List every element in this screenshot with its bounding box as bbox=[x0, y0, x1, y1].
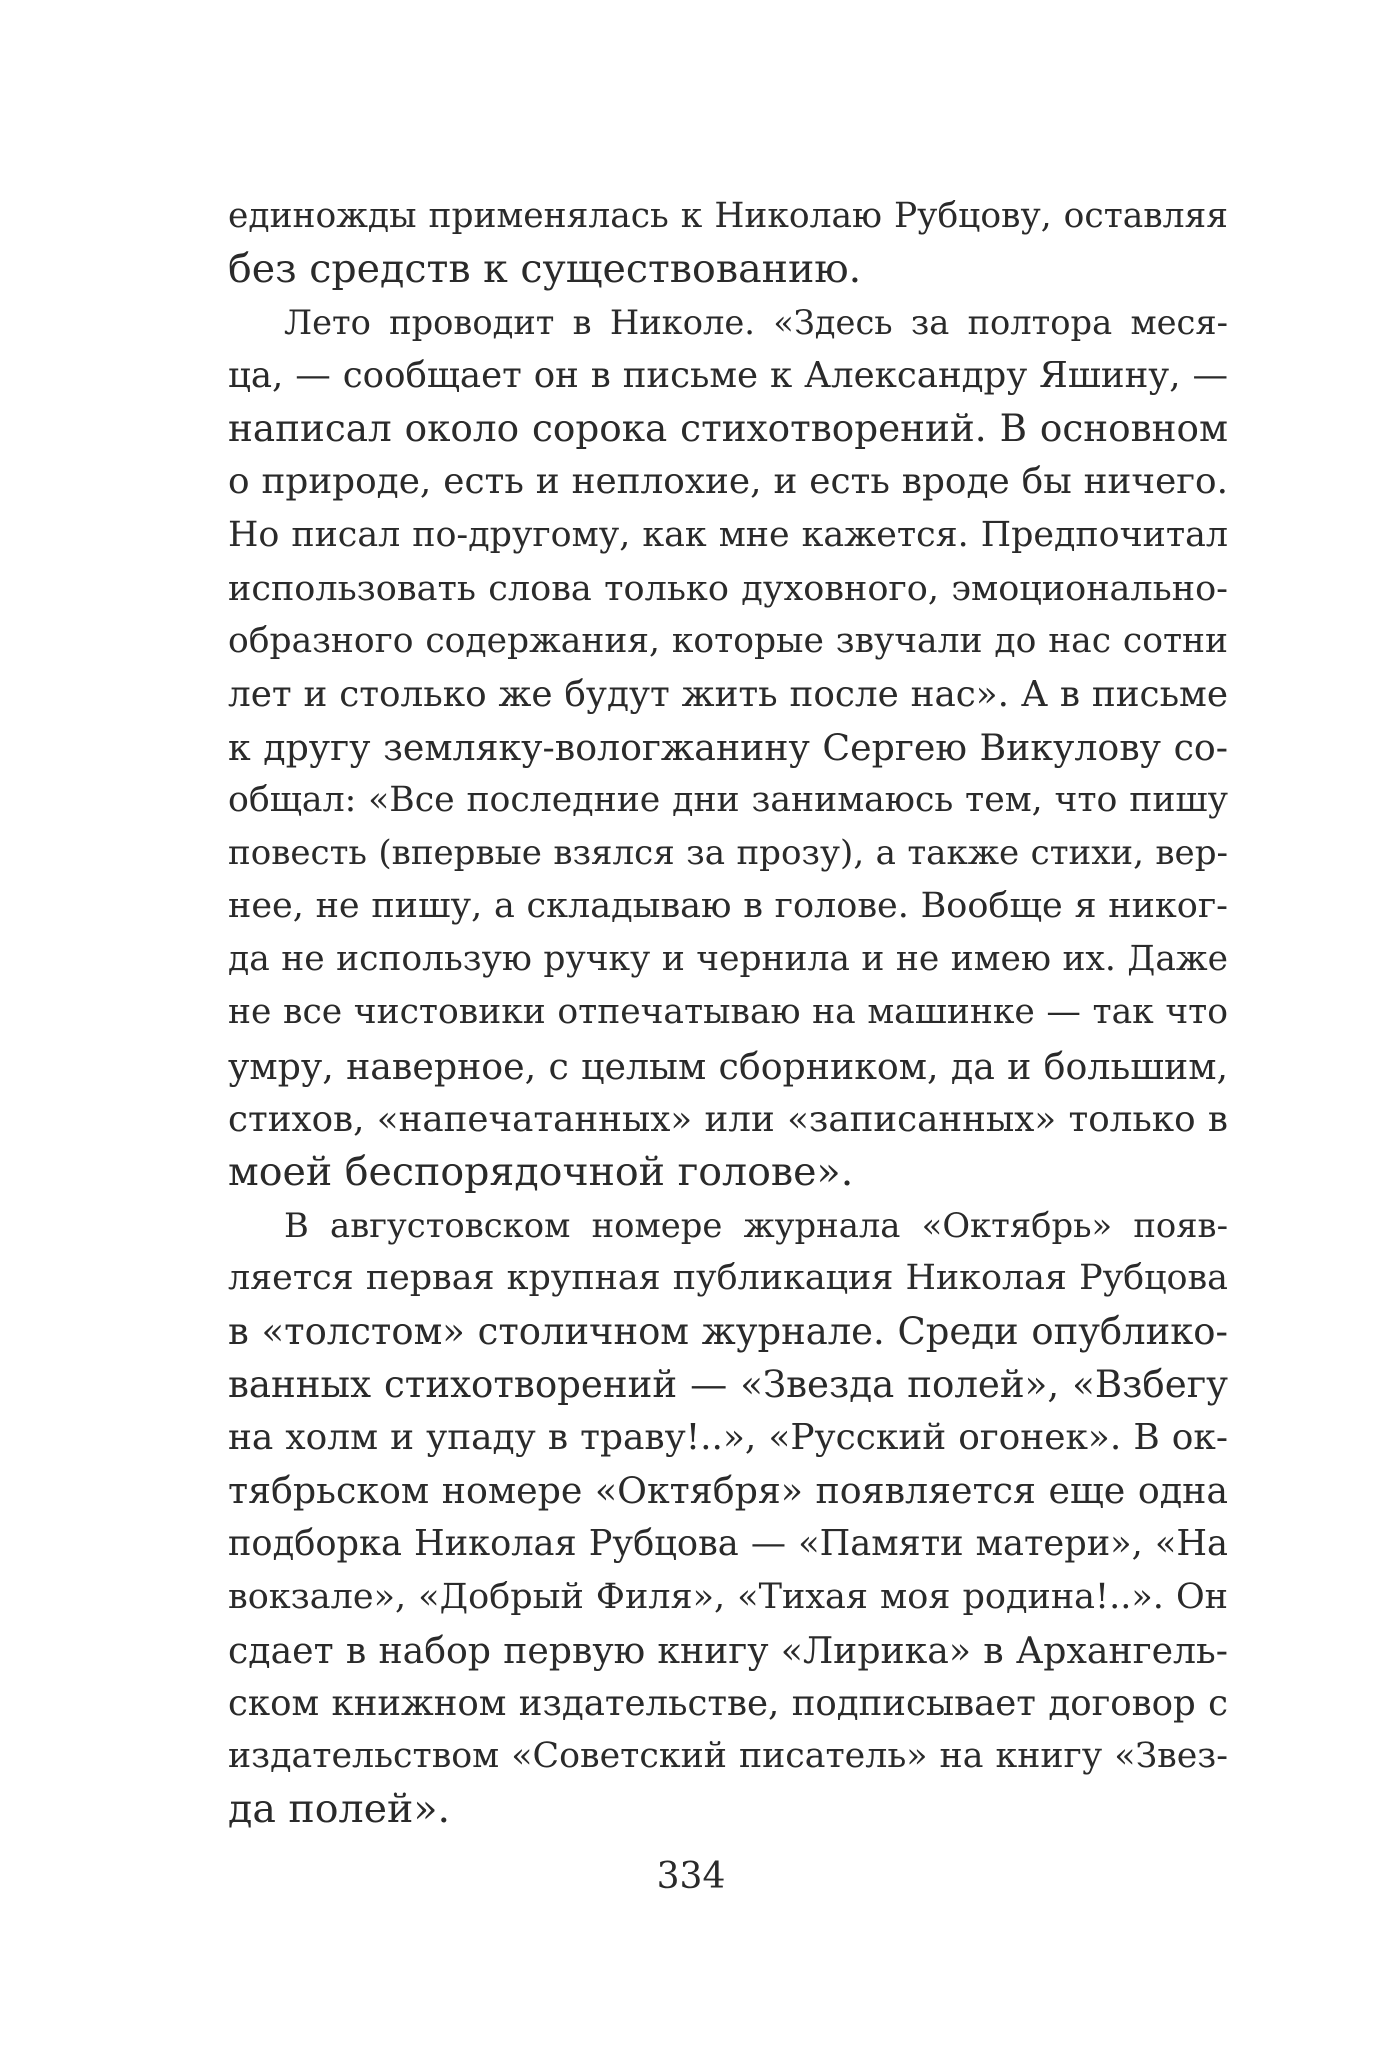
body-text bbox=[228, 190, 1228, 1836]
page-number: 334 bbox=[656, 1856, 726, 1897]
paragraph bbox=[228, 190, 1228, 296]
text-line: стихов, «напечатанных» или «записанных» только в bbox=[228, 1098, 1228, 1140]
text-line: без средств к существованию. bbox=[228, 246, 862, 293]
text-line: ском книжном издательстве, подписывает договор с bbox=[228, 1682, 1228, 1724]
text-line: вокзале», «Добрый Филя», «Тихая моя родина!..». Он bbox=[228, 1576, 1228, 1618]
text-line: не все чистовики отпечатываю на машинке — так что bbox=[228, 992, 1228, 1033]
paragraph bbox=[228, 296, 1228, 1199]
text-line: моей беспорядочной голове». bbox=[228, 1148, 854, 1195]
text-line: использовать слова только духовного, эмоционально- bbox=[228, 567, 1228, 609]
text-line: повесть (впервые взялся за прозу), а также стихи, вер- bbox=[228, 833, 1228, 874]
text-line: Но писал по-другому, как мне кажется. Предпочитал bbox=[228, 514, 1228, 555]
text-line: ванных стихотворений — «Звезда полей», «Взбегу bbox=[228, 1363, 1228, 1407]
text-line: нее, не пишу, а складываю в голове. Вообще я никог- bbox=[228, 886, 1228, 927]
text-line: к другу земляку-вологжанину Сергею Викулову со- bbox=[228, 725, 1228, 769]
text-line: лет и столько же будут жить после нас». А в письме bbox=[228, 673, 1228, 715]
text-line: умру, наверное, с целым сборником, да и большим, bbox=[228, 1044, 1228, 1088]
text-line: тябрьском номере «Октября» появляется еще одна bbox=[228, 1469, 1228, 1513]
text-line: общал: «Все последние дни занимаюсь тем, что пишу bbox=[228, 780, 1228, 821]
text-line: Лето проводит в Николе. «Здесь за полтора меся- bbox=[284, 303, 1228, 343]
text-line: В августовском номере журнала «Октябрь» появ- bbox=[284, 1205, 1228, 1245]
text-line: подборка Николая Рубцова — «Памяти матери», «На bbox=[228, 1523, 1228, 1565]
text-line: на холм и упаду в траву!..», «Русский огонек». В ок- bbox=[228, 1417, 1228, 1459]
text-line: ляется первая крупная публикация Николая Рубцова bbox=[228, 1257, 1228, 1298]
text-line: о природе, есть и неплохие, и есть вроде бы ничего. bbox=[228, 461, 1228, 503]
text-line: сдает в набор первую книгу «Лирика» в Архангель- bbox=[228, 1628, 1228, 1672]
text-line: да полей». bbox=[228, 1785, 451, 1832]
paragraph bbox=[228, 1199, 1228, 1836]
text-line: в «толстом» столичном журнале. Среди опублико- bbox=[228, 1309, 1228, 1353]
text-line: написал около сорока стихотворений. В основном bbox=[228, 406, 1228, 451]
text-line: образного содержания, которые звучали до нас сотни bbox=[228, 620, 1228, 661]
text-line: ца, — сообщает он в письме к Александру Яшину, — bbox=[228, 355, 1228, 397]
text-line: единожды применялась к Николаю Рубцову, оставляя bbox=[228, 196, 1228, 236]
text-line: да не использую ручку и чернила и не имею их. Даже bbox=[228, 939, 1228, 980]
text-line: издательством «Советский писатель» на книгу «Звез- bbox=[228, 1735, 1228, 1776]
